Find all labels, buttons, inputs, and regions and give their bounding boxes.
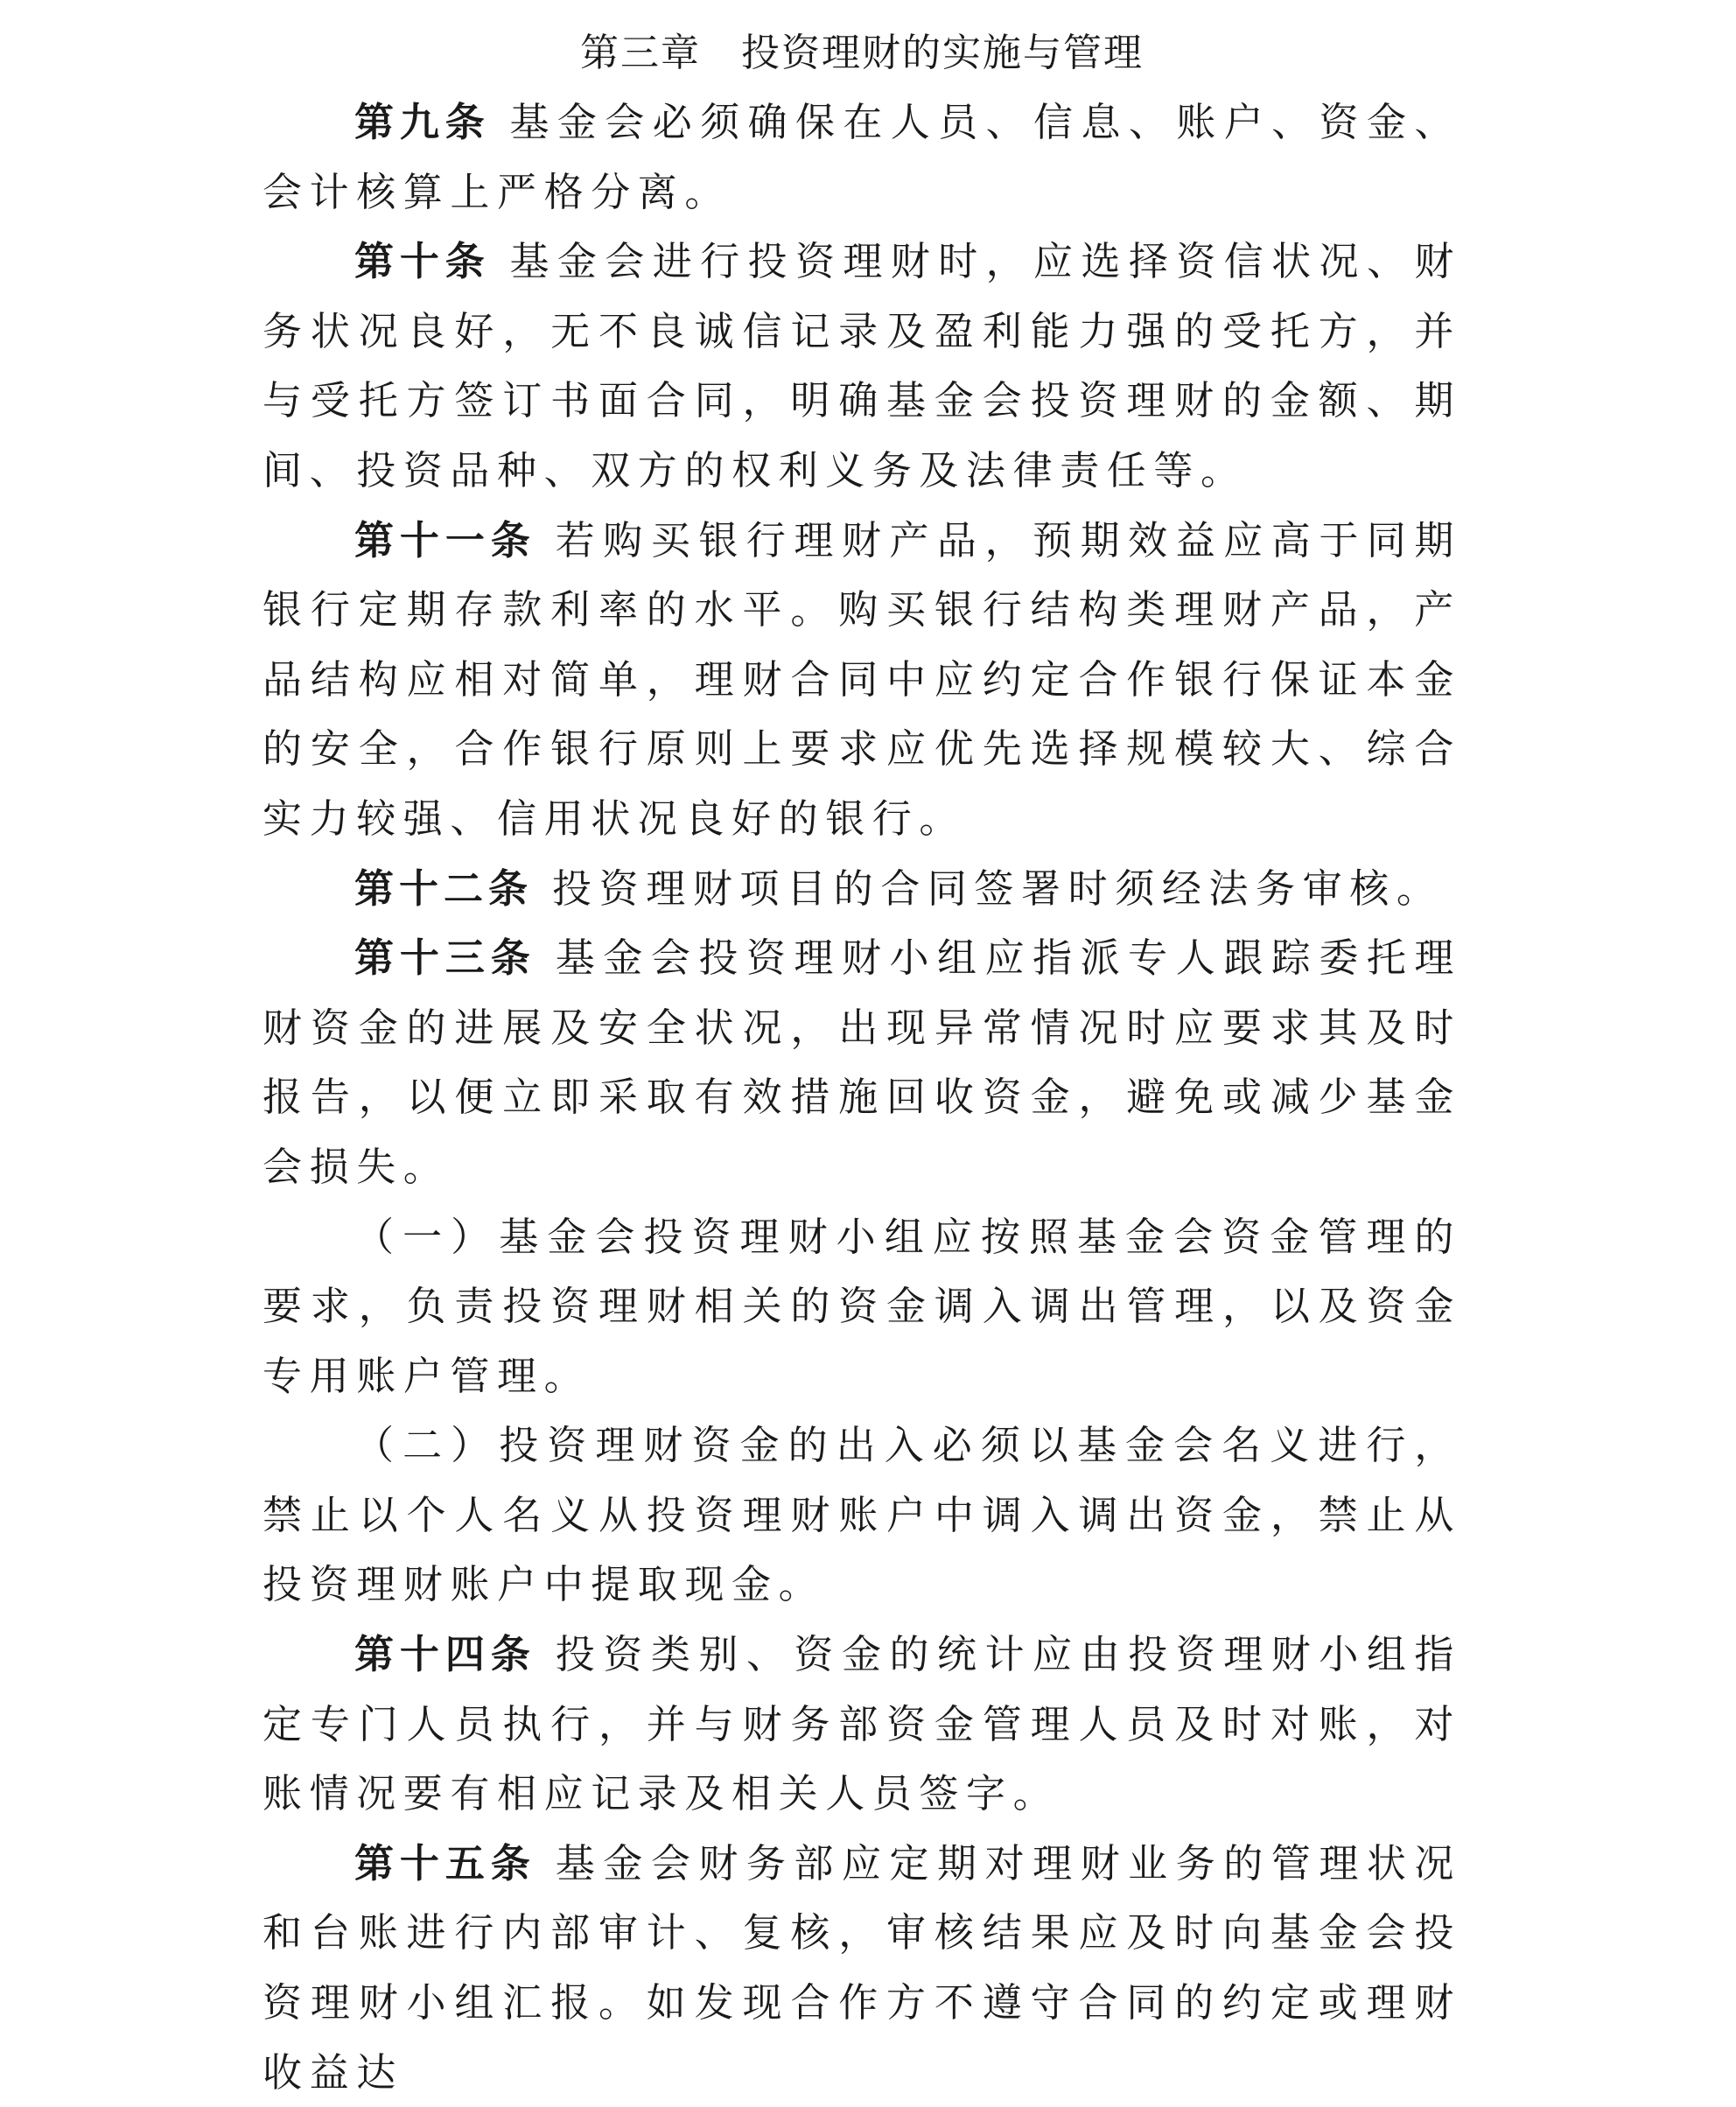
article-body: 投资类别、资金的统计应由投资理财小组指定专门人员执行，并与财务部资金管理人员及时对账，对账情况要有相应记录及相关人员签字。	[262, 1631, 1461, 1817]
article-body: 基金会投资理财小组应指派专人跟踪委托理财资金的进展及安全状况，出现异常情况时应要求其及时报告，以便立即采取有效措施回收资金，避免或减少基金会损失。	[262, 934, 1461, 1190]
article-heading: 第十一条	[354, 516, 536, 564]
sub-item-2: （二）投资理财资金的出入必须以基金会名义进行，禁止以个人名义从投资理财账户中调入调出资金，禁止从投资理财账户中提取现金。	[262, 1422, 1461, 1608]
article-heading: 第十条	[354, 238, 491, 285]
article-10	[262, 227, 1461, 505]
article-body: 基金会财务部应定期对理财业务的管理状况和台账进行内部审计、复核，审核结果应及时向基金会投资理财小组汇报。如发现合作方不遵守合同的约定或理财收益达	[262, 1839, 1461, 2096]
article-heading: 第十四条	[354, 1631, 536, 1678]
article-heading: 第九条	[354, 99, 491, 145]
chapter-title: 第三章 投资理财的实施与管理	[580, 31, 1144, 75]
article-body: 投资理财项目的合同签署时须经法务审核。	[552, 864, 1444, 912]
article-14	[262, 1620, 1461, 1829]
article-heading: 第十五条	[354, 1839, 536, 1886]
article-body: 基金会进行投资理财时，应选择资信状况、财务状况良好，无不良诚信记录及盈利能力强的受托方，并与受托方签订书面合同，明确基金会投资理财的金额、期间、投资品种、双方的权利义务及法律责任等。	[262, 238, 1461, 494]
article-12	[262, 854, 1461, 924]
document-page	[262, 24, 1461, 2107]
article-13	[262, 923, 1461, 1201]
article-9	[262, 88, 1461, 227]
article-15	[262, 1829, 1461, 2107]
article-body: 基金会必须确保在人员、信息、账户、资金、会计核算上严格分离。	[262, 99, 1461, 215]
article-body: 若购买银行理财产品，预期效益应高于同期银行定期存款利率的水平。购买银行结构类理财产品，产品结构应相对简单，理财合同中应约定合作银行保证本金的安全，合作银行原则上要求应优先选择规模较大、综合实力较强、信用状况良好的银行。	[262, 516, 1461, 842]
sub-item-1: （一）基金会投资理财小组应按照基金会资金管理的要求，负责投资理财相关的资金调入调出管理，以及资金专用账户管理。	[262, 1213, 1461, 1399]
article-heading: 第十三条	[354, 934, 536, 982]
article-11	[262, 506, 1461, 854]
article-heading: 第十二条	[354, 864, 534, 912]
